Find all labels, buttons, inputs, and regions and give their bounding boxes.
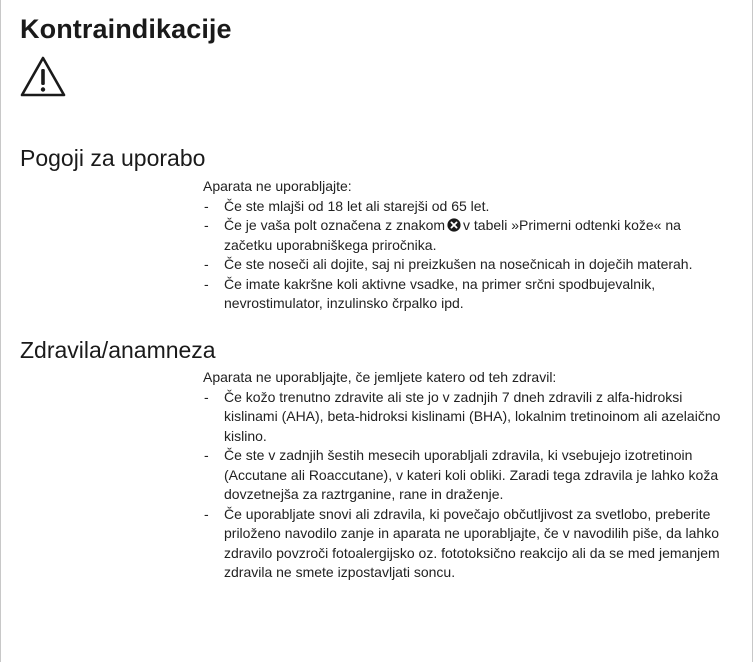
list-item: - Če imate kakršne koli aktivne vsadke, na primer srčni spodbujevalnik, nevrostimulator, inzulinsko črpalko ipd. [203,275,723,314]
section-intro: Aparata ne uporabljajte: [203,178,352,194]
list-item-text-before: Če je vaša polt označena z znakom [224,217,446,233]
list-item: - Če uporabljate snovi ali zdravila, ki povečajo občutljivost za svetlobo, preberite priloženo navodilo zanje in aparata ne uporabljajte, če v navodilih piše, da lahko zdravilo povzroči fotoalergijsko oz. fototoksično reakcijo ali da se med jemanjem zdravila ne smete izpostavljati soncu. [203,505,723,583]
section-intro: Aparata ne uporabljajte, če jemljete katero od teh zdravil: [203,369,557,385]
section-heading-conditions: Pogoji za uporabo [20,145,206,171]
section-conditions [203,177,723,314]
list-item-text-after: v tabeli »Primerni odtenki kože« na začetku uporabniškega priročnika. [224,217,681,253]
x-circle-icon [447,218,461,232]
medications-list [203,388,723,583]
list-item: - Če ste noseči ali dojite, saj ni preizkušen na nosečnicah in doječih materah. [203,255,723,275]
list-item: - Če ste mlajši od 18 let ali starejši od 65 let. [203,197,723,217]
page-title: Kontraindikacije [20,14,232,44]
section-medications [203,368,723,583]
conditions-list [203,197,723,314]
warning-triangle-icon [19,55,67,98]
list-item [203,216,723,255]
section-heading-medications: Zdravila/anamneza [20,337,216,363]
list-item: - Če kožo trenutno zdravite ali ste jo v zadnjih 7 dneh zdravili z alfa-hidroksi kislinami (AHA), beta-hidroksi kislinami (BHA), lokalnim tretinoinom ali azelaično kislino. [203,388,723,447]
list-item: - Če ste v zadnjih šestih mesecih uporabljali zdravila, ki vsebujejo izotretinoin (Accutane ali Roaccutane), v kateri koli obliki. Zaradi tega zdravila je lahko koža dovzetnejša za raztrganine, rane in draženje. [203,446,723,505]
